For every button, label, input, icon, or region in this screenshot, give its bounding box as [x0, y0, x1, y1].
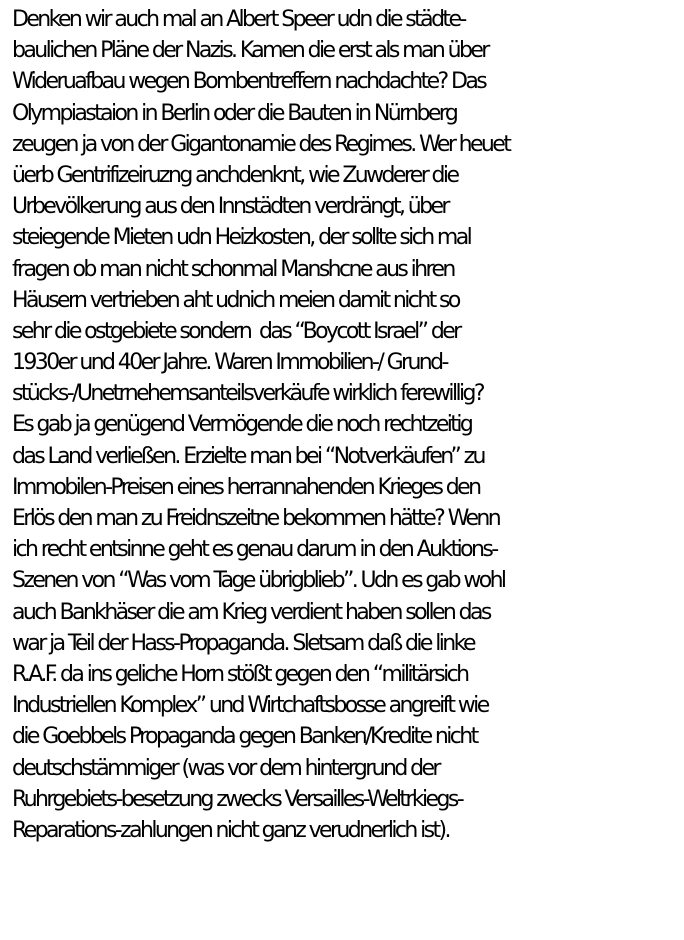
text-line-18: ich recht entsinne geht es genau darum in den Auktions-	[12, 537, 497, 563]
text-line-17: Erlös den man zu Freidnszeitne bekommen hätte? Wenn	[12, 506, 500, 531]
text-line-14: Es gab ja genügend Vermögende die noch rechtzeitig	[12, 412, 472, 438]
text-line-12: 1930er und 40er Jahre. Waren Immobilien-/ Grund-	[12, 350, 447, 376]
text-line-9: fragen ob man nicht schonmal Manshcne aus ihren	[12, 256, 454, 282]
text-line-6: üerb Gentrifizeiruzng anchdenknt, wie Zuwderer die	[12, 162, 458, 188]
text-line-7: Urbevölkerung aus den Innstädten verdrängt, über	[12, 194, 448, 220]
text-line-3: Wideruafbau wegen Bombentreffern nachdachte? Das	[12, 69, 486, 95]
text-line-22: R.A.F. da ins geliche Horn stößt gegen den “militärsich	[12, 661, 468, 687]
text-line-8: steiegende Mieten udn Heizkosten, der sollte sich mal	[12, 225, 471, 251]
text-line-24: die Goebbels Propaganda gegen Banken/Kredite nicht	[12, 724, 477, 750]
text-line-1: Denken wir auch mal an Albert Speer udn die städte-	[12, 7, 465, 32]
text-line-4: Olympiastaion in Berlin oder die Bauten in Nürnberg	[12, 100, 457, 126]
text-line-2: baulichen Pläne der Nazis. Kamen die erst als man über	[12, 38, 488, 64]
text-line-10: Häusern vertrieben aht udnich meien damit nicht so	[12, 287, 459, 313]
body-text	[12, 4, 684, 846]
text-line-11: sehr die ostgebiete sondern das “Boycott Israel” der	[12, 318, 460, 344]
text-line-5: zeugen ja von der Gigantonamie des Regimes. Wer heuet	[12, 131, 510, 157]
text-line-25: deutschstämmiger (was vor dem hintergrund der	[12, 755, 439, 781]
text-line-27: Reparations-zahlungen nicht ganz verudnerlich ist).	[12, 817, 449, 843]
text-line-21: war ja Teil der Hass-Propaganda. Sletsam daß die linke	[12, 630, 474, 656]
text-line-23: Industriellen Komplex” und Wirtchaftsbosse angreift wie	[12, 693, 488, 719]
text-line-16: Immobilen-Preisen eines herrannahenden Krieges den	[12, 474, 480, 500]
text-line-13: stücks-/Unetrnehemsanteilsverkäufe wirklich ferewillig?	[12, 381, 483, 407]
text-line-26: Ruhrgebiets-besetzung zwecks Versailles-Weltrkiegs-	[12, 786, 463, 812]
text-line-20: auch Bankhäser die am Krieg verdient haben sollen das	[12, 599, 490, 625]
text-line-19: Szenen von “Was vom Tage übrigblieb”. Udn es gab wohl	[12, 568, 505, 594]
text-line-15: das Land verließen. Erzielte man bei “Notverkäufen” zu	[12, 443, 484, 469]
